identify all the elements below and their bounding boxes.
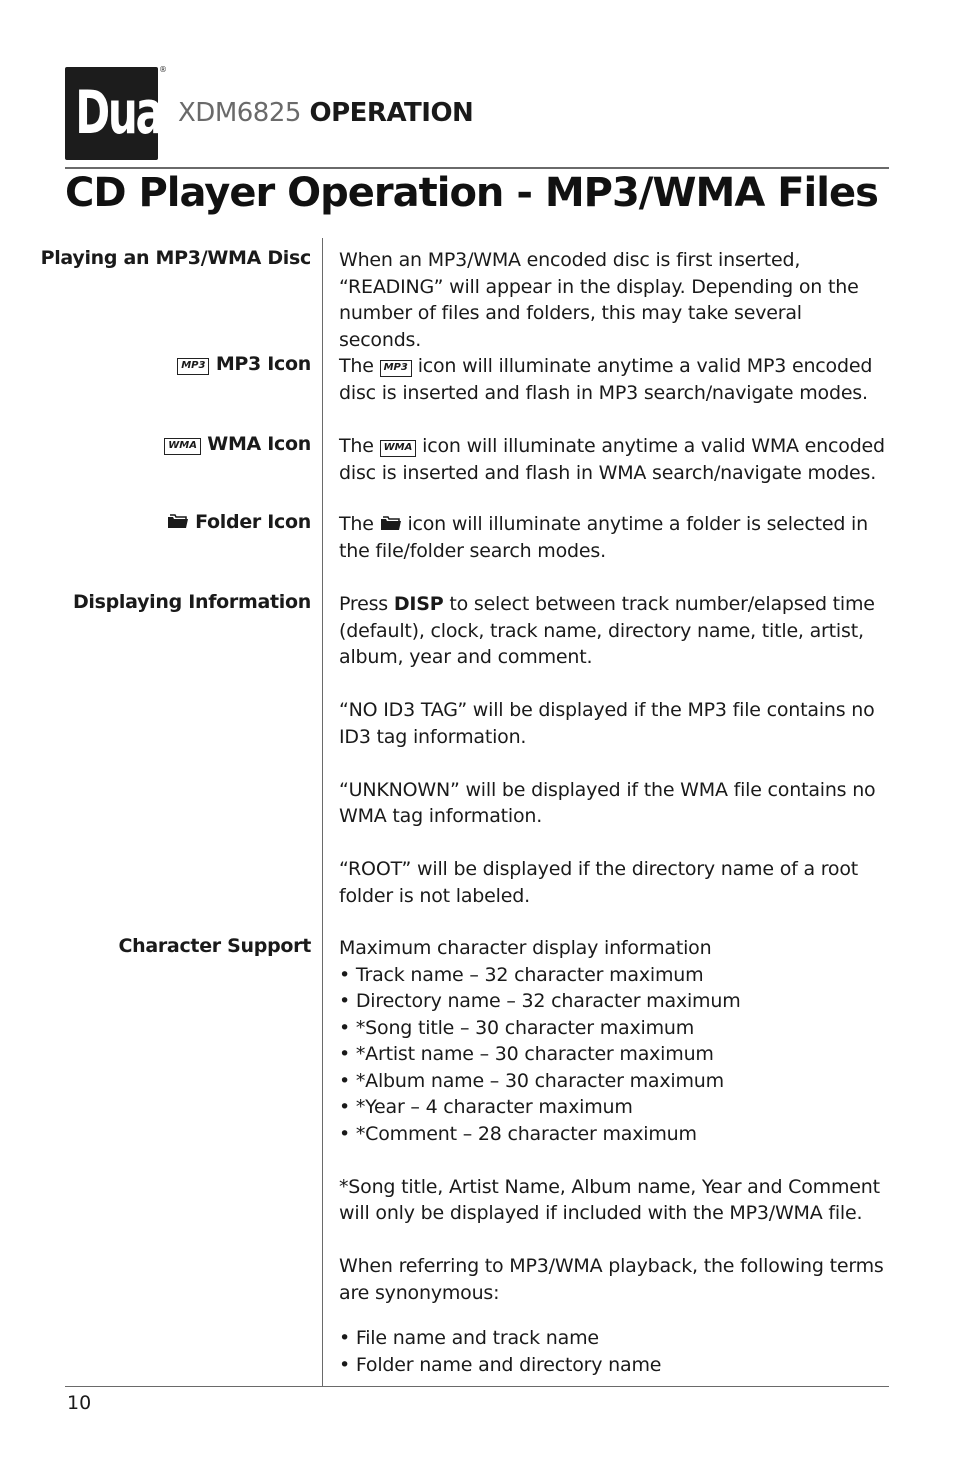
mp3-post: icon will illuminate anytime a valid MP3 encoded disc is inserted and flash in MP3 search/navigate modes.: [339, 355, 873, 404]
list-item: • Directory name – 32 character maximum: [339, 988, 889, 1015]
list-item: • *Comment – 28 character maximum: [339, 1121, 889, 1148]
wma-pre: The: [339, 435, 374, 457]
display-post: to select between track number/elapsed time (default), clock, track name, directory name, title, artist, album, year and comment.: [339, 593, 875, 668]
mp3-icon: MP3: [380, 360, 412, 377]
chars-note: *Song title, Artist Name, Album name, Year and Comment will only be displayed if included with the MP3/WMA file.: [339, 1175, 880, 1224]
mp3-icon: MP3: [177, 358, 209, 375]
folder-icon: [167, 514, 189, 529]
column-divider: [322, 238, 323, 1386]
chars-terms: When referring to MP3/WMA playback, the following terms are synonymous:: [339, 1255, 884, 1304]
list-item: • *Song title – 30 character maximum: [339, 1015, 889, 1042]
registered-mark: ®: [159, 65, 167, 74]
text-display: [339, 591, 889, 909]
text-folder: [339, 511, 889, 564]
label-display: Displaying Information: [72, 591, 311, 613]
list-item: • *Artist name – 30 character maximum: [339, 1041, 889, 1068]
display-pre: Press: [339, 593, 389, 615]
dual-logo: [65, 67, 174, 160]
mp3-pre: The: [339, 355, 374, 377]
label-folder-text: Folder Icon: [195, 511, 311, 533]
display-paragraph-2: “NO ID3 TAG” will be displayed if the MP3 file contains no ID3 tag information.: [339, 699, 875, 748]
list-item: • File name and track name: [339, 1325, 889, 1352]
label-mp3-icon: [177, 353, 311, 375]
display-paragraph-3: “UNKNOWN” will be displayed if the WMA file contains no WMA tag information.: [339, 778, 876, 827]
list-item: • Track name – 32 character maximum: [339, 962, 889, 989]
top-rule: [65, 167, 889, 169]
chars-intro: Maximum character display information: [339, 937, 712, 959]
operation-label: OPERATION: [309, 98, 474, 128]
label-wma-icon: [164, 433, 311, 455]
text-chars: [339, 935, 889, 1378]
display-paragraph-1: [339, 591, 889, 671]
bottom-rule: [65, 1386, 889, 1387]
chars-list: [339, 962, 889, 1148]
text-wma: [339, 433, 889, 486]
label-playing: Playing an MP3/WMA Disc: [40, 247, 311, 269]
label-wma-text: WMA Icon: [207, 433, 311, 455]
synonyms-list: [339, 1325, 889, 1378]
wma-icon: WMA: [380, 440, 417, 457]
folder-post: icon will illuminate anytime a folder is selected in the file/folder search modes.: [339, 513, 868, 562]
wma-icon: WMA: [164, 438, 201, 455]
model-name: XDM6825: [178, 98, 301, 128]
page-number: 10: [67, 1392, 92, 1414]
text-playing: [339, 247, 889, 353]
label-chars: Character Support: [118, 935, 311, 957]
folder-paragraph: [339, 511, 889, 564]
mp3-paragraph: [339, 353, 889, 406]
folder-icon: [380, 516, 402, 531]
page-title: CD Player Operation - MP3/WMA Files: [65, 170, 878, 216]
disp-key: DISP: [393, 593, 444, 615]
text-mp3: [339, 353, 889, 406]
label-folder-icon: [167, 511, 311, 533]
playing-paragraph: When an MP3/WMA encoded disc is first inserted, “READING” will appear in the display. Depending on the number of files and folders, this may take several seconds.: [339, 249, 859, 351]
label-mp3-text: MP3 Icon: [215, 353, 311, 375]
folder-pre: The: [339, 513, 374, 535]
logo-text: Dual: [75, 78, 174, 148]
wma-post: icon will illuminate anytime a valid WMA encoded disc is inserted and flash in WMA search/navigate modes.: [339, 435, 885, 484]
section-header: [178, 98, 473, 128]
list-item: • *Year – 4 character maximum: [339, 1094, 889, 1121]
wma-paragraph: [339, 433, 889, 486]
list-item: • Folder name and directory name: [339, 1352, 889, 1379]
list-item: • *Album name – 30 character maximum: [339, 1068, 889, 1095]
display-paragraph-4: “ROOT” will be displayed if the directory name of a root folder is not labeled.: [339, 858, 859, 907]
